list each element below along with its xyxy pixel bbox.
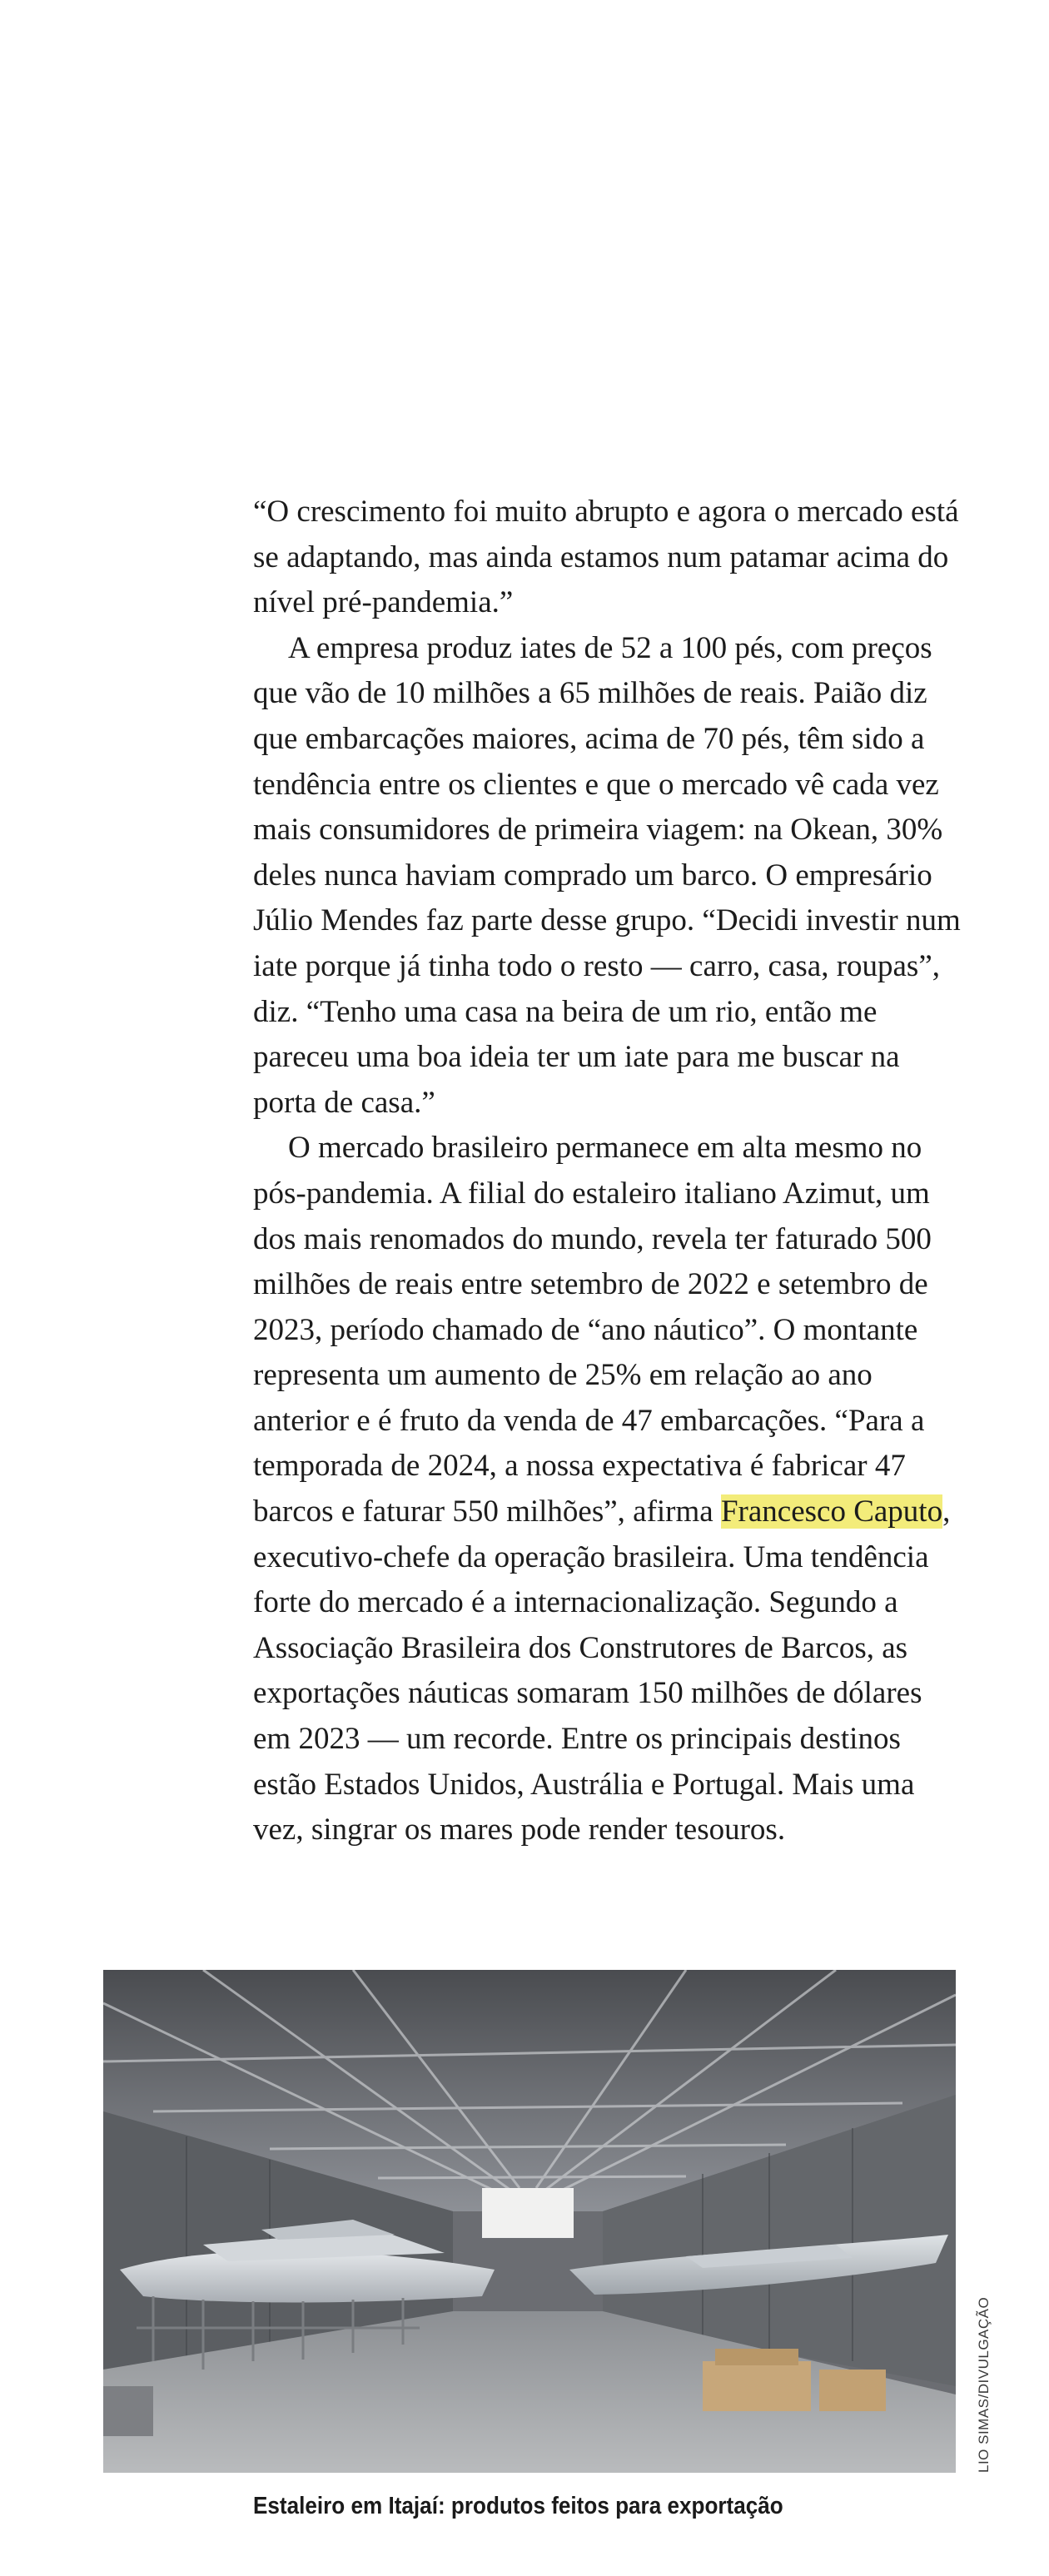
article-paragraph bbox=[253, 1126, 961, 1853]
highlighted-name: Francesco Caputo bbox=[720, 1494, 943, 1529]
paragraph-text: O mercado brasileiro permanece em alta mesmo no pós-pandemia. A filial do estaleiro italiano Azimut, um dos mais renomados do mundo, revela ter faturado 500 milhões de reais entre setembro de 2022 e setembro de 2023, período chamado de “ano náutico”. O montante representa um aumento de 25% em relação ao ano anterior e é fruto da venda de 47 embarcações. “Para a temporada de 2024, a nossa expectativa é fabricar 47 barcos e faturar 550 milhões”, afirma bbox=[253, 1131, 932, 1529]
article-paragraph: “O crescimento foi muito abrupto e agora o mercado está se adaptando, mas ainda estamos num patamar acima do nível pré-pandemia.” bbox=[253, 495, 959, 620]
article-paragraph: A empresa produz iates de 52 a 100 pés, com preços que vão de 10 milhões a 65 milhões de reais. Paião diz que embarcações maiores, acima de 70 pés, têm sido a tendência entre os clientes e que o mercado vê cada vez mais consumidores de primeira viagem: na Okean, 30% deles nunca haviam comprado um barco. O empresário Júlio Mendes faz parte desse grupo. “Decidi investir num iate porque já tinha todo o resto — carro, casa, roupas”, diz. “Tenho uma casa na beira de um rio, então me pareceu uma boa ideia ter um iate para me buscar na porta de casa.” bbox=[253, 630, 961, 1120]
article-body bbox=[253, 490, 961, 1853]
photo-credit: LIO SIMAS/DIVULGAÇÃO bbox=[976, 2296, 992, 2473]
shipyard-photo bbox=[103, 1970, 956, 2473]
photo-caption: Estaleiro em Itajaí: produtos feitos para exportação bbox=[253, 2493, 783, 2519]
shipyard-illustration bbox=[103, 1970, 956, 2473]
paragraph-text: , executivo-chefe da operação brasileira. Uma tendência forte do mercado é a internacionalização. Segundo a Associação Brasileira dos Construtores de Barcos, as exportações náuticas somaram 150 milhões de dólares em 2023 — um recorde. Entre os principais destinos estão Estados Unidos, Austrália e Portugal. Mais uma vez, singrar os mares pode render tesouros. bbox=[253, 1494, 951, 1847]
